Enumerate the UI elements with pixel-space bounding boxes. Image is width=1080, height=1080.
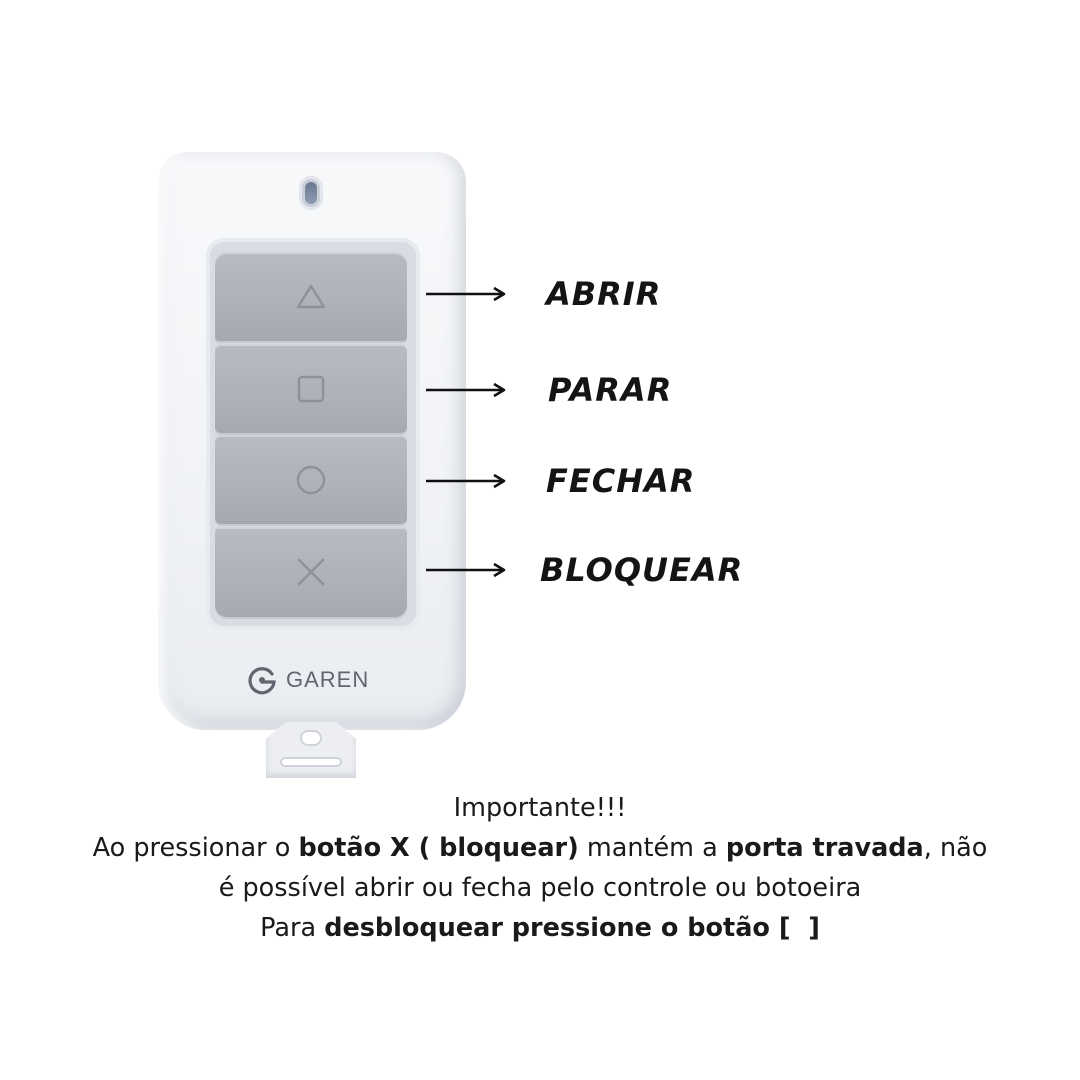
notice xyxy=(0,788,1080,948)
hook-hole xyxy=(300,730,322,746)
close-button xyxy=(215,435,407,524)
notice-line-1-bold-b: botão X ( bloquear) xyxy=(298,833,579,863)
circle-icon xyxy=(294,463,328,497)
label-parar: PARAR xyxy=(548,371,673,409)
arrow-right-icon xyxy=(424,562,508,578)
x-icon xyxy=(294,555,328,589)
brand-logo xyxy=(246,664,369,696)
lock-button xyxy=(215,527,407,617)
notice-line-2: é possível abrir ou fecha pelo controle ou botoeira xyxy=(218,873,862,903)
keyring-hook xyxy=(266,722,356,778)
notice-line-1-text-e: , não xyxy=(923,833,988,863)
notice-line-1-text-a: Ao pressionar o xyxy=(92,833,299,863)
open-button xyxy=(215,252,407,341)
notice-line-3-text-a: Para xyxy=(260,913,325,943)
label-abrir: ABRIR xyxy=(546,275,662,313)
notice-line-3 xyxy=(0,908,1080,948)
notice-line-3-bold-b: desbloquear pressione o botão [ ] xyxy=(324,913,820,943)
triangle-icon xyxy=(294,280,328,314)
callout-abrir xyxy=(424,274,662,314)
notice-heading: Importante!!! xyxy=(453,793,627,823)
label-fechar: FECHAR xyxy=(546,462,696,500)
callout-bloquear xyxy=(424,550,744,590)
arrow-right-icon xyxy=(424,382,508,398)
label-bloquear: BLOQUEAR xyxy=(540,551,744,589)
led-indicator xyxy=(299,176,323,210)
arrow-right-icon xyxy=(424,286,508,302)
stop-button xyxy=(215,344,407,433)
callout-fechar xyxy=(424,461,696,501)
garen-logo-icon xyxy=(246,664,278,696)
keypad xyxy=(206,238,420,630)
remote-control xyxy=(158,152,466,730)
square-icon xyxy=(294,372,328,406)
hook-slot xyxy=(280,757,342,767)
brand-name: GAREN xyxy=(286,667,370,692)
arrow-right-icon xyxy=(424,473,508,489)
notice-line-1-text-c: mantém a xyxy=(578,833,726,863)
notice-line-1 xyxy=(0,828,1080,868)
callout-parar xyxy=(424,370,673,410)
notice-line-1-bold-d: porta travada xyxy=(725,833,924,863)
